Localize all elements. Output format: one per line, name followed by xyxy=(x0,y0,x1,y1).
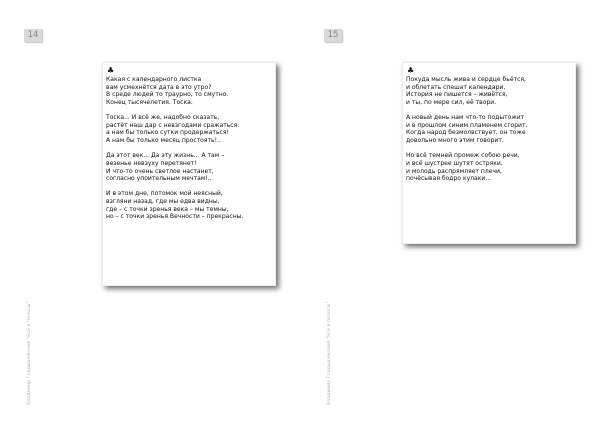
stanza xyxy=(106,76,272,107)
poem-line: почёсывая бодро кулаки... xyxy=(406,175,492,183)
poem-line: Какая с календарного листка xyxy=(106,76,202,83)
poem-line: История не пишется – живётся, xyxy=(406,91,508,99)
poem-card xyxy=(102,62,276,286)
poem-card xyxy=(402,62,576,244)
poem-text xyxy=(406,76,572,190)
poem-line: и молодь распрямляет плечи, xyxy=(406,167,502,175)
poem-line: Конец тысячелетия. Тоска. xyxy=(106,98,193,106)
stanza xyxy=(106,114,272,145)
poem-line: вам усмехнётся дата в это утро? xyxy=(106,83,212,91)
stanza xyxy=(406,152,572,183)
credit-text: Владимир Гладышевский "Всё и полосы" xyxy=(327,301,332,405)
poem-line: Покуда мысль жива и сердце бьётся, xyxy=(406,76,526,83)
poem-line: и всё шустрее шутят остряки, xyxy=(406,159,503,167)
stanza xyxy=(406,76,572,107)
club-icon: ♣ xyxy=(407,66,415,75)
poem-line: а нам бы только сутки продержаться! xyxy=(106,129,229,137)
poem-line: А нам бы только месяц простоять!.. xyxy=(106,137,221,145)
poem-line: где – с точки зренья века – мы темны, xyxy=(106,205,229,213)
poem-line: В среде людей то траурно, то смутно. xyxy=(106,91,229,99)
poem-line: довольно много этим говорит. xyxy=(406,137,504,145)
poem-line: и ты, по мере сил, её твори. xyxy=(406,98,497,106)
poem-line: А новый день нам что-то подытожит xyxy=(406,114,525,122)
club-icon: ♣ xyxy=(107,66,115,75)
poem-line: и в прошлом синим пламенем сгорит. xyxy=(406,121,528,129)
poem-line: и облетать спешат календари, xyxy=(406,83,506,91)
poem-line: И в этом дне, потомок мой неясный, xyxy=(106,190,223,198)
page-number: 14 xyxy=(24,29,42,42)
poem-line: везенье невзуху перетянет! xyxy=(106,159,197,167)
credit-text: Владимир Гладышевский "Всё и полосы" xyxy=(27,301,32,405)
side-credit xyxy=(22,285,34,405)
poem-line: согласно упоительным мечтам!.. xyxy=(106,175,212,183)
side-credit xyxy=(322,285,334,405)
poem-line: Когда народ безмолвствует, он тоже xyxy=(406,129,526,137)
poem-text xyxy=(106,76,272,229)
poem-line: Да этот век... Да эту жизнь... А там – xyxy=(106,152,225,160)
stanza xyxy=(406,114,572,145)
poem-line: Тоска... И всё же, надобно сказать, xyxy=(106,114,220,122)
poem-line: Но всё темней промеж собою речи, xyxy=(406,152,520,160)
poem-line: растёт наш дар с невзгодами сражаться: xyxy=(106,121,240,129)
stanza xyxy=(106,190,272,221)
poem-line: но – с точки зренья Вечности – прекрасны. xyxy=(106,213,244,221)
poem-line: взгляни назад, где мы едва видны, xyxy=(106,198,220,206)
stanza xyxy=(106,152,272,183)
poem-line: И что-то очень светлое настанет, xyxy=(106,167,214,175)
page-number: 15 xyxy=(324,29,342,42)
right-page xyxy=(300,0,600,425)
